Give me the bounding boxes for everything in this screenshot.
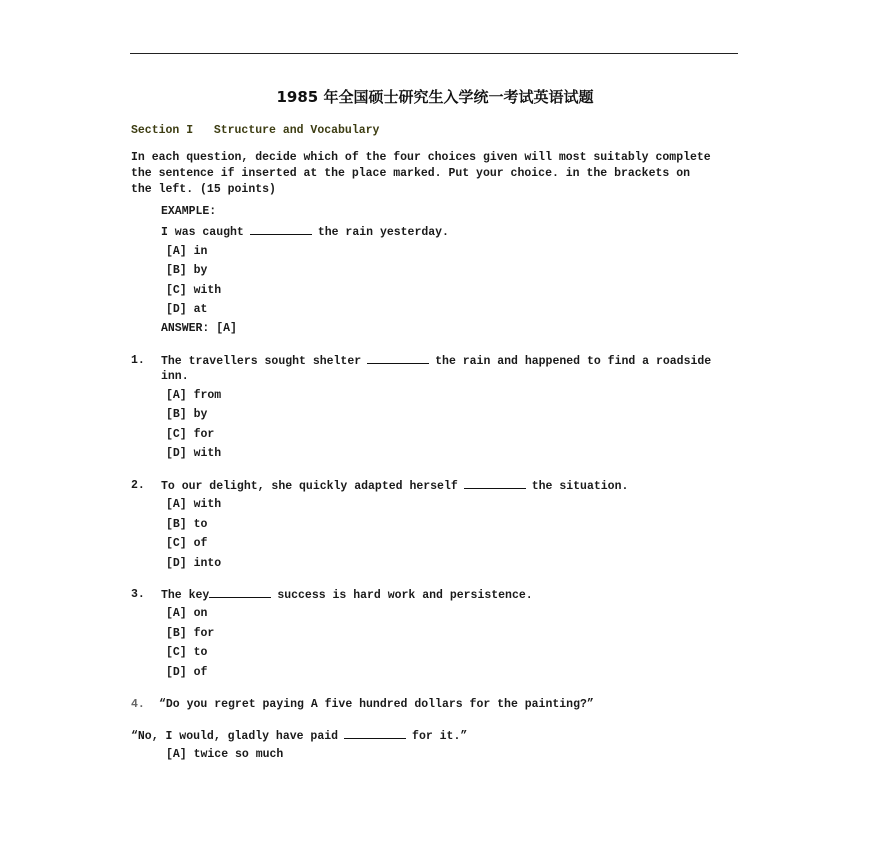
question-stem: “Do you regret paying A five hundred dollars for the painting?”: [159, 698, 594, 711]
question-number: 3.: [131, 588, 145, 601]
instructions-line: the sentence if inserted at the place marked. Put your choice. in the brackets on: [131, 167, 690, 180]
example-option: [D] at: [166, 303, 208, 316]
section-heading: Section I Structure and Vocabulary: [131, 124, 380, 137]
question-stem: The travellers sought shelter the rain and happened to find a roadside: [161, 355, 712, 368]
example-option: [A] in: [166, 245, 208, 258]
option: [D] into: [166, 557, 222, 570]
example-option: [B] by: [166, 264, 208, 277]
question-number: 2.: [131, 479, 145, 492]
example-answer: ANSWER: [A]: [161, 322, 237, 335]
option: [D] with: [166, 447, 222, 460]
option: [C] for: [166, 428, 215, 441]
question-stem: The key success is hard work and persistence.: [161, 589, 533, 602]
option: [C] to: [166, 646, 208, 659]
page-title: 1985 年全国硕士研究生入学统一考试英语试题: [276, 88, 594, 106]
option: [A] twice so much: [166, 748, 284, 761]
top-rule: [130, 53, 738, 54]
option: [C] of: [166, 537, 208, 550]
example-stem: I was caught the rain yesterday.: [161, 226, 449, 239]
example-option: [C] with: [166, 284, 222, 297]
example-label: EXAMPLE:: [161, 205, 217, 218]
option: [A] with: [166, 498, 222, 511]
option: [A] on: [166, 607, 208, 620]
option: [A] from: [166, 389, 222, 402]
option: [B] by: [166, 408, 208, 421]
question-number: 4.: [131, 698, 145, 711]
question-stem-cont: inn.: [161, 370, 189, 383]
instructions-line: the left. (15 points): [131, 183, 276, 196]
question-number: 1.: [131, 354, 145, 367]
question-stem-cont: “No, I would, gladly have paid for it.”: [131, 730, 468, 743]
instructions-line: In each question, decide which of the four choices given will most suitably complete: [131, 151, 711, 164]
option: [B] to: [166, 518, 208, 531]
question-stem: To our delight, she quickly adapted herself the situation.: [161, 480, 629, 493]
option: [D] of: [166, 666, 208, 679]
option: [B] for: [166, 627, 215, 640]
